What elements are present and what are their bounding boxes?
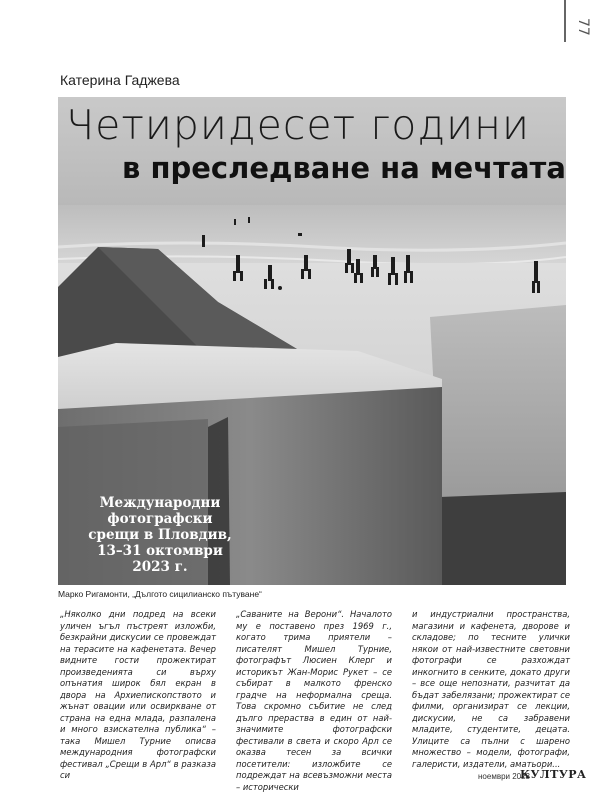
article-title-line-2: в преследване на мечтата (122, 151, 566, 185)
photo-credit: Марко Ригамонти, „Дългото сицилианско пътуване“ (58, 589, 262, 599)
footer-date: ноември 2023 (478, 772, 531, 781)
article-column-3: и индустриални пространства, магазини и кафенета, дворове и складове; по тесните улички някои от най-известните световни фотографи се разхождат инкогнито в сенките, докато други – все още непознати, разчитат да бъдат забелязани; прожектират се филми, организират се лекции, дискусии, не са забравени младите, студентите, децата. Улиците са пълни с шарено множество – модели, фотографи, галеристи, издатели, аматьори... (412, 609, 570, 769)
article-title-line-1: Четиридесет години (66, 101, 530, 149)
footer-brand-logo: КУЛТУРА (520, 768, 587, 781)
article-column-2: „Саваните на Верони“. Началото му е поставено през 1969 г., когато трима приятели – писателят Мишел Турние, фотографът Люсиен Клерг и историкът Жан-Морис Рукет – се събират в малкото френско градче на неформална среща. Това скромно събитие не след дълго прераства в един от най-значимите фотографски фестивали в света и скоро Арл се оказва тесен за всички посетители: изложбите се подреждат на всевъзможни места – исторически (236, 609, 392, 792)
author-name: Катерина Гаджева (60, 72, 180, 88)
page-number: 77 (575, 18, 591, 36)
photo-overlay-caption: Международни фотографски срещи в Пловдив, 13–31 октомври 2023 г. (88, 495, 232, 575)
article-photo (58, 97, 566, 585)
article-column-1: „Няколко дни подред на всеки уличен ъгъл пъстреят изложби, безкрайни дискусии се провеждат на терасите на кафенетата. Вечер видните гости прожектират произведенията си върху опънатия широк бял екран в двора на Архиепископството и жънат овации или освиркване от страна на една млада, разпалена и много взискателна публика“ – така Мишел Турние описва международния фотографски фестивал „Срещи в Арл“ в разказа си (60, 609, 216, 780)
page-number-bar (564, 0, 566, 42)
